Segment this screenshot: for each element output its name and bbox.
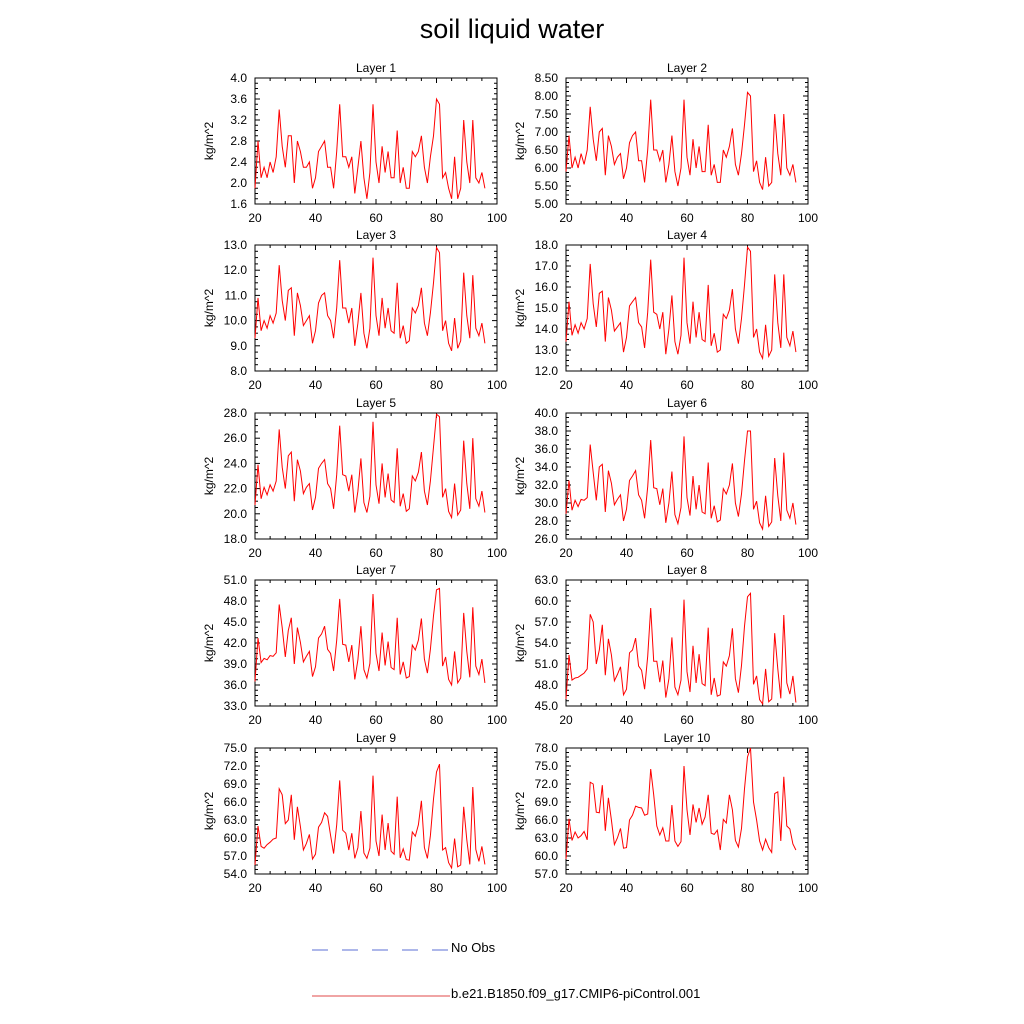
figure-title: soil liquid water — [419, 14, 605, 44]
plot-frame — [255, 748, 497, 874]
y-tick-label: 51.0 — [534, 657, 558, 671]
x-tick-label: 80 — [429, 211, 444, 225]
x-tick-label: 20 — [559, 881, 573, 895]
panel-title: Layer 7 — [355, 563, 397, 577]
panel-title: Layer 9 — [355, 731, 397, 745]
y-tick-label: 3.2 — [230, 113, 247, 127]
y-tick-label: 48.0 — [223, 594, 247, 608]
y-tick-label: 5.00 — [534, 197, 558, 211]
y-tick-label: 12.0 — [223, 263, 247, 278]
y-axis-label: kg/m^2 — [513, 288, 527, 328]
y-tick-label: 38.0 — [534, 424, 558, 438]
panel-layer-10 — [513, 731, 818, 895]
y-tick-label: 45.0 — [534, 699, 558, 713]
panel-title: Layer 8 — [666, 563, 708, 577]
y-tick-label: 69.0 — [223, 777, 247, 791]
panel-title: Layer 6 — [666, 396, 708, 410]
y-axis-label: kg/m^2 — [513, 791, 527, 831]
y-tick-label: 11.0 — [224, 288, 247, 303]
panel-title: Layer 4 — [666, 228, 708, 242]
x-tick-label: 60 — [680, 881, 694, 895]
y-axis-label: kg/m^2 — [202, 121, 216, 161]
x-tick-label: 40 — [308, 546, 323, 560]
y-tick-label: 22.0 — [223, 481, 247, 496]
y-tick-label: 48.0 — [534, 678, 558, 692]
x-tick-label: 100 — [486, 546, 508, 560]
x-tick-label: 80 — [740, 211, 755, 225]
y-tick-label: 18.0 — [534, 238, 558, 252]
series-line — [566, 431, 796, 529]
x-tick-label: 100 — [797, 881, 819, 895]
x-tick-label: 60 — [369, 546, 383, 560]
y-tick-label: 7.00 — [534, 125, 558, 139]
y-tick-label: 45.0 — [223, 615, 247, 629]
x-tick-label: 20 — [559, 713, 573, 727]
y-tick-label: 2.8 — [230, 134, 247, 148]
panel-layer-5 — [202, 396, 507, 560]
y-tick-label: 6.50 — [534, 143, 558, 157]
y-tick-label: 60.0 — [534, 594, 558, 608]
y-tick-label: 75.0 — [534, 759, 558, 773]
y-tick-label: 5.50 — [534, 179, 558, 193]
y-tick-label: 78.0 — [534, 741, 558, 755]
series-line — [255, 588, 485, 685]
series-line — [255, 99, 485, 199]
x-tick-label: 80 — [429, 546, 444, 560]
y-tick-label: 2.4 — [230, 155, 247, 169]
x-tick-label: 80 — [429, 378, 444, 392]
x-tick-label: 80 — [429, 713, 444, 727]
y-tick-label: 16.0 — [534, 280, 558, 294]
y-tick-label: 2.0 — [230, 176, 247, 190]
x-tick-label: 100 — [797, 713, 819, 727]
x-tick-label: 40 — [308, 211, 323, 225]
y-tick-label: 8.0 — [230, 364, 247, 378]
y-tick-label: 60.0 — [223, 831, 247, 845]
x-tick-label: 40 — [308, 881, 323, 895]
y-tick-label: 10.0 — [223, 313, 247, 328]
x-tick-label: 20 — [559, 378, 573, 392]
y-tick-label: 63.0 — [534, 573, 558, 587]
y-axis-label: kg/m^2 — [202, 288, 216, 328]
x-tick-label: 80 — [740, 378, 755, 392]
legend-line-dashed — [312, 940, 452, 960]
y-tick-label: 72.0 — [534, 777, 558, 791]
y-tick-label: 57.0 — [534, 615, 558, 629]
y-tick-label: 1.6 — [230, 197, 247, 211]
panel-layer-8 — [513, 563, 818, 727]
x-tick-label: 100 — [797, 546, 819, 560]
legend-label-model-run: b.e21.B1850.f09_g17.CMIP6-piControl.001 — [451, 986, 701, 1001]
x-tick-label: 100 — [486, 881, 508, 895]
panel-title: Layer 3 — [355, 228, 397, 242]
y-tick-label: 20.0 — [223, 506, 247, 521]
x-tick-label: 80 — [740, 881, 755, 895]
panel-layer-7 — [202, 563, 507, 727]
y-tick-label: 66.0 — [534, 813, 558, 827]
x-tick-label: 40 — [619, 211, 634, 225]
x-tick-label: 60 — [369, 881, 383, 895]
x-tick-label: 100 — [797, 378, 819, 392]
y-tick-label: 7.50 — [534, 107, 558, 121]
y-tick-label: 60.0 — [534, 849, 558, 863]
y-axis-label: kg/m^2 — [202, 791, 216, 831]
x-tick-label: 40 — [619, 713, 634, 727]
y-tick-label: 34.0 — [534, 460, 558, 474]
y-tick-label: 57.0 — [223, 849, 247, 863]
x-tick-label: 80 — [740, 713, 755, 727]
panel-layer-2 — [513, 61, 818, 225]
panel-layer-1 — [202, 61, 507, 225]
series-line — [566, 748, 796, 859]
y-tick-label: 69.0 — [534, 795, 558, 809]
panel-layer-3 — [202, 228, 507, 392]
x-tick-label: 20 — [559, 546, 573, 560]
x-tick-label: 100 — [486, 713, 508, 727]
x-tick-label: 60 — [369, 378, 383, 392]
x-tick-label: 100 — [486, 378, 508, 392]
y-tick-label: 72.0 — [223, 759, 247, 773]
plot-frame — [566, 78, 808, 204]
panel-layer-9 — [202, 731, 507, 895]
x-tick-label: 60 — [680, 378, 694, 392]
x-tick-label: 40 — [619, 378, 634, 392]
y-tick-label: 30.0 — [534, 496, 558, 510]
y-tick-label: 32.0 — [534, 478, 558, 492]
y-axis-label: kg/m^2 — [513, 623, 527, 663]
y-tick-label: 8.00 — [534, 89, 558, 103]
y-tick-label: 26.0 — [223, 431, 247, 446]
x-tick-label: 60 — [680, 546, 694, 560]
legend-label-no-obs: No Obs — [451, 940, 496, 955]
series-line — [566, 593, 796, 704]
y-axis-label: kg/m^2 — [513, 121, 527, 161]
x-tick-label: 100 — [797, 211, 819, 225]
y-tick-label: 6.00 — [534, 161, 558, 175]
x-tick-label: 60 — [680, 211, 694, 225]
x-tick-label: 20 — [559, 211, 573, 225]
y-tick-label: 39.0 — [223, 657, 247, 671]
series-line — [255, 414, 485, 517]
y-tick-label: 66.0 — [223, 795, 247, 809]
y-tick-label: 40.0 — [534, 406, 558, 420]
series-line — [566, 92, 796, 189]
panel-layer-4 — [513, 228, 818, 392]
panel-title: Layer 5 — [355, 396, 397, 410]
y-tick-label: 28.0 — [534, 514, 558, 528]
y-tick-label: 33.0 — [223, 699, 247, 713]
x-tick-label: 20 — [248, 211, 262, 225]
plot-frame — [566, 245, 808, 371]
panel-title: Layer 10 — [663, 731, 711, 745]
x-tick-label: 40 — [619, 881, 634, 895]
y-tick-label: 24.0 — [223, 456, 247, 471]
x-tick-label: 20 — [248, 378, 262, 392]
y-tick-label: 36.0 — [223, 678, 247, 692]
x-tick-label: 100 — [486, 211, 508, 225]
x-tick-label: 20 — [248, 546, 262, 560]
y-axis-label: kg/m^2 — [202, 623, 216, 663]
y-tick-label: 51.0 — [223, 573, 247, 587]
y-axis-label: kg/m^2 — [202, 456, 216, 496]
x-tick-label: 40 — [308, 378, 323, 392]
y-tick-label: 54.0 — [223, 867, 247, 881]
y-tick-label: 15.0 — [534, 301, 558, 315]
y-tick-label: 9.0 — [230, 338, 247, 353]
y-tick-label: 42.0 — [223, 636, 247, 650]
panel-title: Layer 2 — [666, 61, 708, 75]
panel-title: Layer 1 — [355, 61, 397, 75]
y-tick-label: 36.0 — [534, 442, 558, 456]
y-tick-label: 26.0 — [534, 532, 558, 546]
y-tick-label: 63.0 — [534, 831, 558, 845]
panel-layer-6 — [513, 396, 818, 560]
y-tick-label: 75.0 — [223, 741, 247, 755]
x-tick-label: 60 — [680, 713, 694, 727]
legend-line-solid — [312, 986, 452, 1006]
series-line — [255, 764, 485, 868]
x-tick-label: 20 — [248, 881, 262, 895]
series-line — [566, 247, 796, 358]
y-tick-label: 63.0 — [223, 813, 247, 827]
x-tick-label: 60 — [369, 211, 383, 225]
y-tick-label: 8.50 — [534, 71, 558, 85]
y-axis-label: kg/m^2 — [513, 456, 527, 496]
x-tick-label: 80 — [740, 546, 755, 560]
y-tick-label: 12.0 — [534, 364, 558, 378]
x-tick-label: 80 — [429, 881, 444, 895]
y-tick-label: 14.0 — [534, 322, 558, 336]
x-tick-label: 60 — [369, 713, 383, 727]
y-tick-label: 57.0 — [534, 867, 558, 881]
x-tick-label: 40 — [308, 713, 323, 727]
y-tick-label: 3.6 — [230, 92, 247, 106]
x-tick-label: 40 — [619, 546, 634, 560]
plot-frame — [255, 580, 497, 706]
plot-frame — [566, 580, 808, 706]
y-tick-label: 13.0 — [223, 238, 247, 252]
y-tick-label: 28.0 — [223, 406, 247, 420]
y-tick-label: 13.0 — [534, 343, 558, 357]
x-tick-label: 20 — [248, 713, 262, 727]
y-tick-label: 4.0 — [230, 71, 247, 85]
y-tick-label: 18.0 — [223, 532, 247, 546]
y-tick-label: 17.0 — [534, 259, 558, 273]
series-line — [255, 248, 485, 351]
y-tick-label: 54.0 — [534, 636, 558, 650]
